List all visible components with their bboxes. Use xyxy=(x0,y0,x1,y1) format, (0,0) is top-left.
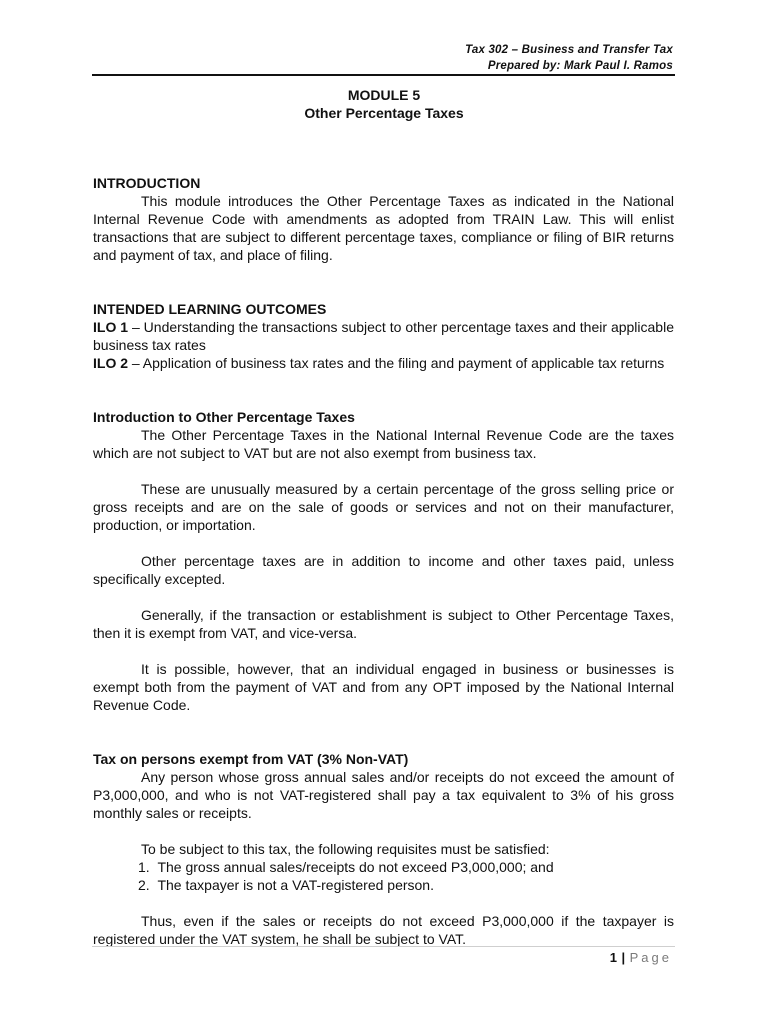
non-vat-paragraph: Thus, even if the sales or receipts do not exceed P3,000,000 if the taxpayer is registered under the VAT system, he shall be subject to VAT. xyxy=(93,913,674,947)
footer-divider xyxy=(92,946,675,947)
non-vat-heading: Tax on persons exempt from VAT (3% Non-VAT) xyxy=(93,751,409,767)
ilo-text: – Application of business tax rates and the filing and payment of applicable tax returns xyxy=(128,355,665,371)
list-text: The gross annual sales/receipts do not exceed P3,000,000; and xyxy=(157,859,554,875)
document-body xyxy=(93,174,674,948)
opt-intro-heading: Introduction to Other Percentage Taxes xyxy=(93,409,355,425)
course-title: Tax 302 – Business and Transfer Tax xyxy=(465,44,673,56)
module-title-block xyxy=(0,86,768,122)
introduction-heading: INTRODUCTION xyxy=(93,175,201,191)
ilo-item xyxy=(93,354,674,372)
ilo-label: ILO 1 xyxy=(93,319,129,335)
module-number: MODULE 5 xyxy=(347,87,421,103)
page-label: Page xyxy=(629,950,672,965)
ilo-text: – Understanding the transactions subject to other percentage taxes and their applicable business tax rates xyxy=(93,319,674,353)
requisites-list xyxy=(93,858,674,894)
header-divider xyxy=(92,74,675,76)
module-title: Other Percentage Taxes xyxy=(304,105,464,121)
document-header xyxy=(465,42,673,74)
list-number: 2. xyxy=(138,877,150,893)
page-footer xyxy=(610,950,672,965)
list-text: The taxpayer is not a VAT-registered person. xyxy=(157,877,434,893)
list-item xyxy=(138,858,674,876)
opt-paragraph: It is possible, however, that an individual engaged in business or businesses is exempt both from the payment of VAT and from any OPT imposed by the National Internal Revenue Code. xyxy=(93,661,674,713)
page-number: 1 xyxy=(609,950,618,965)
opt-paragraph: These are unusually measured by a certain percentage of the gross selling price or gross receipts and are on the sale of goods or services and not on their manufacturer, production, or importation. xyxy=(93,481,674,533)
list-number: 1. xyxy=(138,859,150,875)
opt-paragraph: The Other Percentage Taxes in the National Internal Revenue Code are the taxes which are not subject to VAT but are not also exempt from business tax. xyxy=(93,427,674,461)
list-item xyxy=(138,876,674,894)
footer-separator: | xyxy=(621,950,626,965)
ilo-label: ILO 2 xyxy=(93,355,129,371)
opt-paragraph: Other percentage taxes are in addition to income and other taxes paid, unless specifically excepted. xyxy=(93,553,674,587)
introduction-text: This module introduces the Other Percentage Taxes as indicated in the National Internal Revenue Code with amendments as adopted from TRAIN Law. This will enlist transactions that are subject to different percentage taxes, compliance or filing of BIR returns and payment of tax, and place of filing. xyxy=(93,193,674,263)
opt-paragraph: Generally, if the transaction or establishment is subject to Other Percentage Taxes, then it is exempt from VAT, and vice-versa. xyxy=(93,607,674,641)
ilo-item xyxy=(93,318,674,354)
non-vat-paragraph: Any person whose gross annual sales and/or receipts do not exceed the amount of P3,000,000, and who is not VAT-registered shall pay a tax equivalent to 3% of his gross monthly sales or receipts. xyxy=(93,769,674,821)
prepared-by: Prepared by: Mark Paul I. Ramos xyxy=(487,60,673,72)
requisites-intro: To be subject to this tax, the following requisites must be satisfied: xyxy=(141,841,550,857)
outcomes-heading: INTENDED LEARNING OUTCOMES xyxy=(93,301,327,317)
